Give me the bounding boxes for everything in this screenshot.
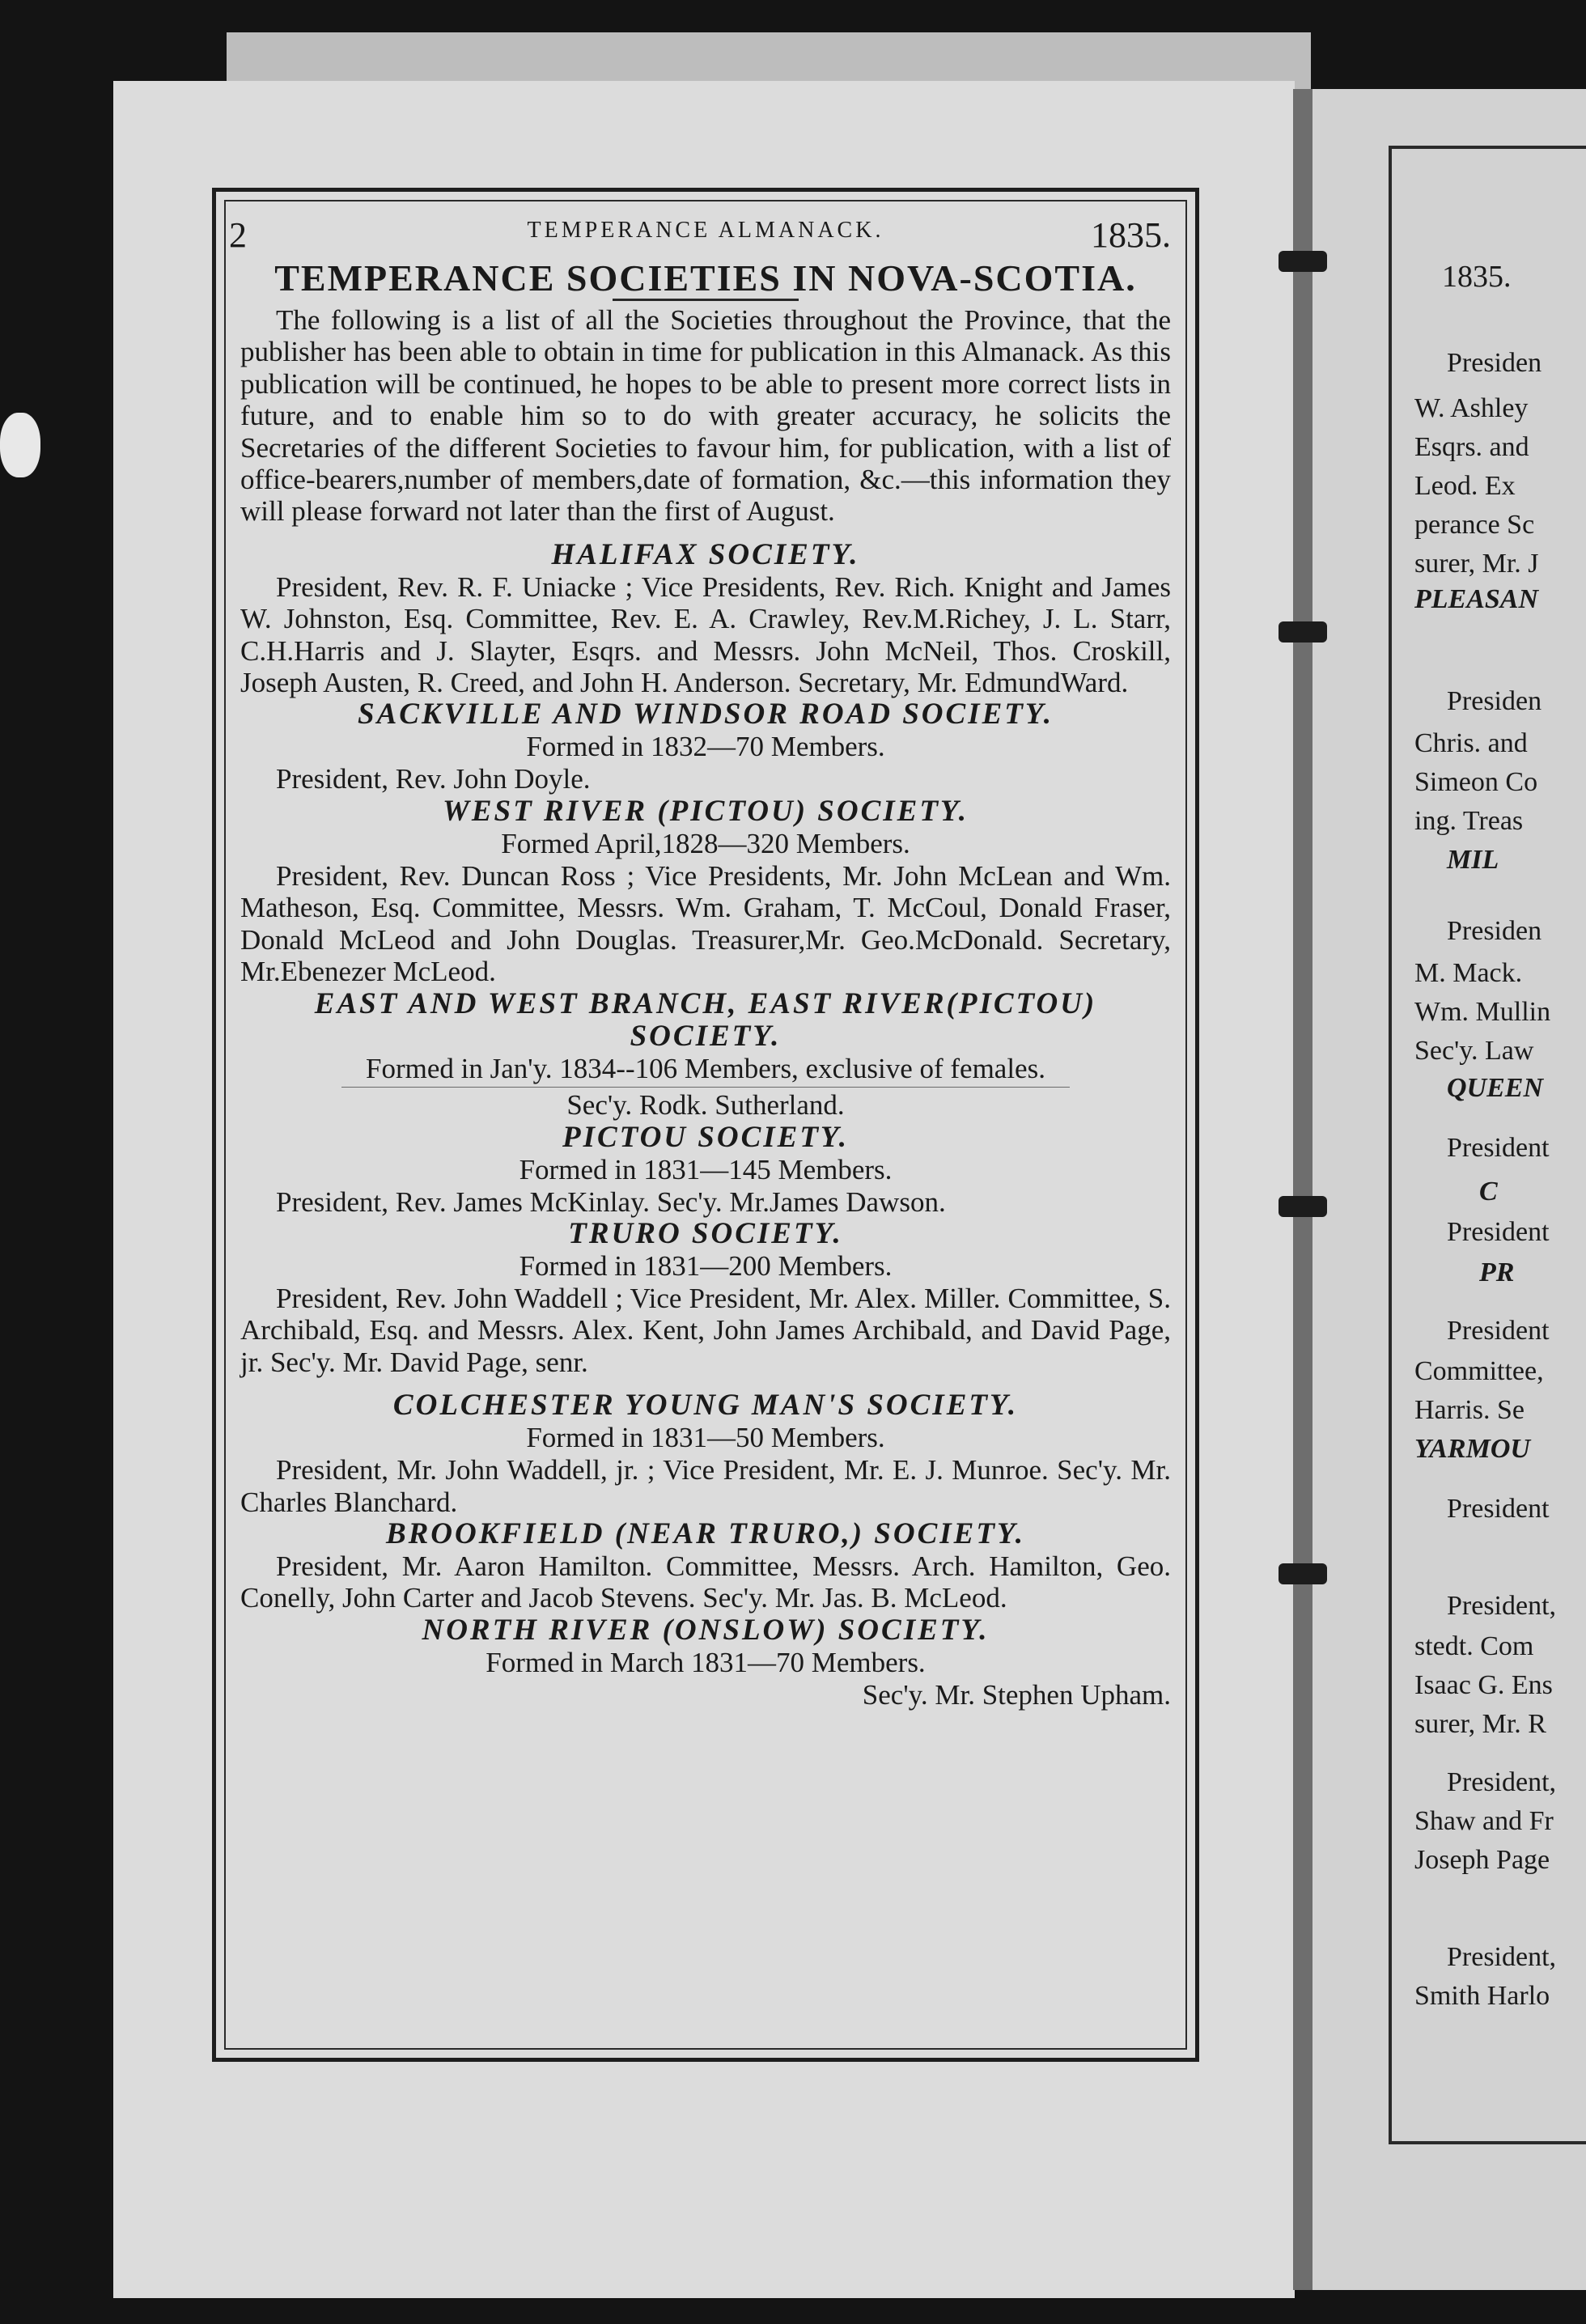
- binding-stitch: [1279, 621, 1327, 642]
- book-gutter: [1293, 89, 1314, 2290]
- right-page-line: Joseph Page: [1414, 1845, 1550, 1875]
- right-page-line: stedt. Com: [1414, 1631, 1534, 1661]
- west-river-society-title: WEST RIVER (PICTOU) SOCIETY.: [442, 794, 969, 828]
- east-west-branch-society-formed: Formed in Jan'y. 1834--106 Members, exclusive of females.: [366, 1052, 1045, 1084]
- west-river-society-body: President, Rev. Duncan Ross ; Vice Presidents, Mr. John McLean and Wm. Matheson, Esq. Committee, Messrs. Wm. Graham, T. McCoul, Donald Fraser, Donald McLeod and John Douglas. Treasurer,Mr. Geo.McDonald. Secretary, Mr.Ebenezer McLeod.: [240, 859, 1171, 988]
- binding-stitch: [1279, 251, 1327, 272]
- right-page-line: Harris. Se: [1414, 1395, 1525, 1425]
- halifax-society-body: President, Rev. R. F. Uniacke ; Vice Presidents, Rev. Rich. Knight and James W. Johnston, Esq. Committee, Rev. E. A. Crawley, Rev.M.Richey, J. L. Starr, C.H.Harris and J. Slayter, Esqrs. and Messrs. John McNeil, Thos. Croskill, Joseph Austen, R. Creed, and John H. Anderson. Secretary, Mr. EdmundWard.: [240, 570, 1171, 699]
- truro-society-title: TRURO SOCIETY.: [568, 1216, 843, 1250]
- right-page-line: Isaac G. Ens: [1414, 1670, 1553, 1700]
- sackville-society-title: SACKVILLE AND WINDSOR ROAD SOCIETY.: [358, 698, 1054, 732]
- binding-stitch: [1279, 1563, 1327, 1584]
- intro-paragraph: The following is a list of all the Societies throughout the Province, that the publisher has been able to obtain in time for publication in this Almanack. As this publication will be continued, he hopes to be able to present more correct lists in future, and to enable him so to do with greater accuracy, he solicits the Secretaries of the different Societies to favour him, for publication, with a list of office-bearers,number of members,date of formation, &c.—this information they will please forward not later than the first of August.: [240, 304, 1171, 528]
- sackville-society-formed: Formed in 1832—70 Members.: [526, 731, 885, 763]
- right-page-line: W. Ashley: [1414, 393, 1529, 423]
- pictou-society-title: PICTOU SOCIETY.: [562, 1120, 850, 1154]
- page-year: 1835.: [1091, 215, 1171, 255]
- main-title: TEMPERANCE SOCIETIES IN NOVA-SCOTIA.: [274, 257, 1137, 299]
- sackville-society-body: President, Rev. John Doyle.: [276, 763, 591, 795]
- right-page-line: Chris. and: [1414, 728, 1528, 758]
- right-page-line: Committee,: [1414, 1356, 1544, 1386]
- right-page-line: Simeon Co: [1414, 767, 1538, 797]
- right-page-line: Esqrs. and: [1414, 432, 1529, 462]
- brookfield-society-body: President, Mr. Aaron Hamilton. Committee, Messrs. Arch. Hamilton, Geo. Conelly, John Carter and Jacob Stevens. Sec'y. Mr. Jas. B. McLeod.: [240, 1550, 1171, 1614]
- west-river-society-formed: Formed April,1828—320 Members.: [501, 827, 910, 859]
- binding-stitch: [1279, 1196, 1327, 1217]
- right-page-line: Leod. Ex: [1414, 471, 1516, 501]
- brookfield-society-title: BROOKFIELD (NEAR TRURO,) SOCIETY.: [385, 1516, 1026, 1550]
- right-page-line: President: [1447, 1133, 1550, 1163]
- page-blemish: [0, 413, 40, 477]
- truro-society-body: President, Rev. John Waddell ; Vice President, Mr. Alex. Miller. Committee, S. Archibald, Esq. and Messrs. Alex. Kent, John James Archibald, and David Page, jr. Sec'y. Mr. David Page, senr.: [240, 1282, 1171, 1378]
- truro-society-formed: Formed in 1831—200 Members.: [519, 1249, 893, 1282]
- right-page-line: President: [1447, 1494, 1550, 1524]
- pictou-society-body: President, Rev. James McKinlay. Sec'y. Mr.James Dawson.: [276, 1185, 946, 1218]
- right-page-line: PR: [1479, 1257, 1515, 1287]
- right-page-line: MIL: [1447, 845, 1499, 875]
- right-page-line: Shaw and Fr: [1414, 1806, 1554, 1836]
- left-page-frame: [212, 188, 1199, 2062]
- left-page-content: [229, 214, 1171, 2042]
- right-page-line: M. Mack.: [1414, 958, 1523, 988]
- right-page-line: surer, Mr. J: [1414, 549, 1539, 579]
- right-page-line: President: [1447, 1316, 1550, 1346]
- right-page-line: Smith Harlo: [1414, 1981, 1550, 2011]
- page-header: [229, 214, 1171, 255]
- east-west-branch-secretary: Sec'y. Rodk. Sutherland.: [566, 1088, 845, 1121]
- halifax-society-title: HALIFAX SOCIETY.: [551, 537, 860, 571]
- north-river-society-title: NORTH RIVER (ONSLOW) SOCIETY.: [422, 1613, 990, 1647]
- colchester-society-formed: Formed in 1831—50 Members.: [526, 1422, 885, 1454]
- east-west-branch-society-title: EAST AND WEST BRANCH, EAST RIVER(PICTOU) SOCIETY.: [314, 986, 1097, 1053]
- right-page-line: Presiden: [1447, 686, 1542, 716]
- right-page-line: President,: [1447, 1767, 1557, 1797]
- page-number: 2: [229, 215, 247, 255]
- right-page-line: President,: [1447, 1942, 1557, 1972]
- right-page-line: PLEASAN: [1414, 584, 1539, 614]
- right-page-line: perance Sc: [1414, 510, 1535, 540]
- colchester-society-title: COLCHESTER YOUNG MAN'S SOCIETY.: [392, 1389, 1019, 1423]
- right-page-line: Presiden: [1447, 348, 1542, 378]
- pictou-society-formed: Formed in 1831—145 Members.: [519, 1153, 893, 1185]
- right-page-line: ing. Treas: [1414, 806, 1524, 836]
- right-page-line: President: [1447, 1217, 1550, 1247]
- right-page-line: QUEEN: [1447, 1073, 1544, 1103]
- right-page-line: Presiden: [1447, 916, 1542, 946]
- right-page-line: President,: [1447, 1591, 1557, 1621]
- right-page-line: YARMOU: [1414, 1434, 1530, 1464]
- running-title: TEMPERANCE ALMANACK.: [527, 218, 884, 243]
- right-page-line: surer, Mr. R: [1414, 1709, 1546, 1739]
- faint-rule: [341, 1087, 1070, 1088]
- right-page-line: C: [1479, 1177, 1498, 1207]
- north-river-secretary: Sec'y. Mr. Stephen Upham.: [862, 1678, 1171, 1711]
- colchester-society-body: President, Mr. John Waddell, jr. ; Vice President, Mr. E. J. Munroe. Sec'y. Mr. Charles Blanchard.: [240, 1454, 1171, 1518]
- north-river-society-formed: Formed in March 1831—70 Members.: [486, 1646, 926, 1678]
- right-page-line: Sec'y. Law: [1414, 1036, 1534, 1066]
- right-page-line: Wm. Mullin: [1414, 997, 1551, 1027]
- right-page-year: 1835.: [1442, 260, 1512, 294]
